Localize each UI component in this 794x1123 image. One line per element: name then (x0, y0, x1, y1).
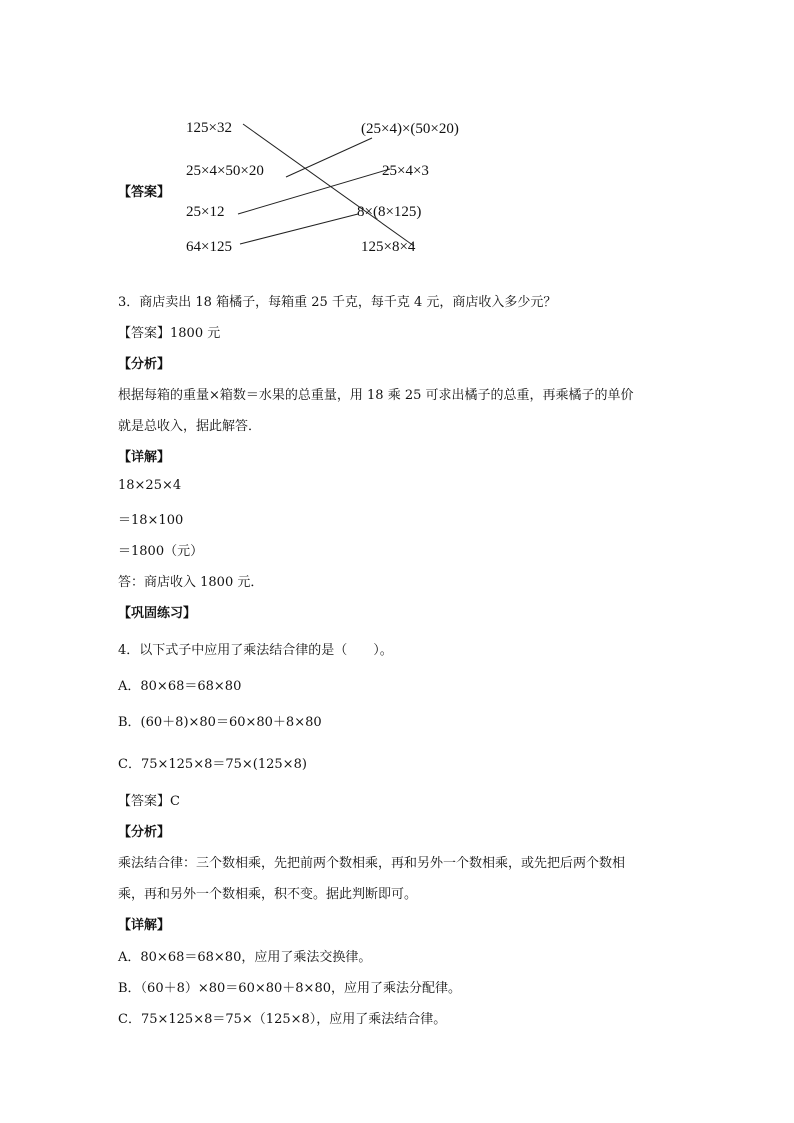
q3-step3: ＝1800（元） (118, 544, 204, 559)
q3-question: 3．商店卖出 18 箱橘子，每箱重 25 千克，每千克 4 元，商店收入多少元？ (118, 295, 557, 310)
q4-option-a: A．80×68＝68×80 (118, 679, 242, 694)
q4-detail-a: A．80×68＝68×80，应用了乘法交换律。 (118, 950, 372, 965)
right-expr-2: 25×4×3 (382, 163, 429, 179)
q3-answer: 【答案】1800 元 (118, 326, 221, 341)
left-expr-1: 125×32 (186, 120, 232, 136)
q4-analysis-line1: 乘法结合律：三个数相乘，先把前两个数相乘，再和另外一个数相乘，或先把后两个数相 (118, 856, 626, 871)
q4-analysis-line2: 乘，再和另外一个数相乘，积不变。据此判断即可。 (118, 887, 418, 902)
q3-detail-label: 【详解】 (118, 450, 171, 465)
q4-detail-label: 【详解】 (118, 918, 171, 933)
q4-option-c: C．75×125×8＝75×(125×8) (118, 757, 307, 772)
right-expr-3: 8×(8×125) (357, 204, 422, 220)
q3-final: 答：商店收入 1800 元． (118, 575, 264, 590)
q4-option-b: B．(60＋8)×80＝60×80＋8×80 (118, 715, 322, 730)
left-expr-3: 25×12 (186, 204, 225, 220)
match-line-2 (286, 138, 372, 177)
q3-step1: 18×25×4 (118, 478, 182, 493)
left-expr-4: 64×125 (186, 239, 232, 255)
q3-analysis-line2: 就是总收入，据此解答． (118, 419, 262, 434)
matching-answer-label: 【答案】 (118, 185, 171, 200)
q3-step2: ＝18×100 (118, 513, 184, 528)
q4-analysis-label: 【分析】 (118, 825, 171, 840)
practice-heading: 【巩固练习】 (118, 606, 197, 621)
q4-question: 4．以下式子中应用了乘法结合律的是（ ）。 (118, 643, 393, 658)
right-expr-1: (25×4)×(50×20) (361, 121, 459, 137)
q3-analysis-label: 【分析】 (118, 357, 171, 372)
q4-detail-b: B．（60＋8）×80＝60×80＋8×80，应用了乘法分配律。 (118, 981, 461, 996)
left-expr-2: 25×4×50×20 (186, 163, 264, 179)
q3-analysis-line1: 根据每箱的重量×箱数＝水果的总重量，用 18 乘 25 可求出橘子的总重，再乘橘子的单价 (118, 388, 634, 403)
match-line-4 (240, 214, 358, 244)
q4-detail-c: C．75×125×8＝75×（125×8），应用了乘法结合律。 (118, 1012, 447, 1027)
match-line-1 (243, 124, 414, 246)
right-expr-4: 125×8×4 (361, 239, 416, 255)
q4-answer: 【答案】C (118, 794, 180, 809)
